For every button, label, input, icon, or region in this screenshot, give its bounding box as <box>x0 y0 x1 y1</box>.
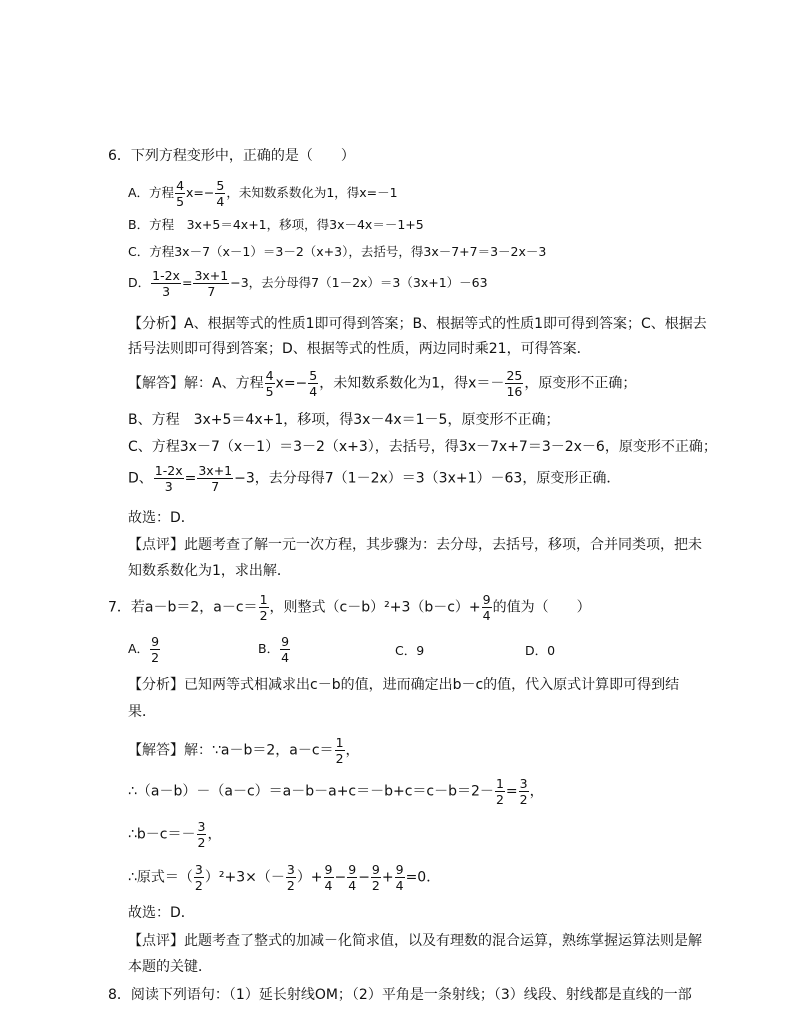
fraction: $\frac{5}{4}$ <box>216 178 225 209</box>
q7-option-d: D．0 <box>525 643 556 658</box>
q6-solution-d: D、 $\frac{1-2x}{3}$ = $\frac{3x+1}{7}$ −3，去分母得7（1－2x）＝3（3x+1）－63，原变形正确． <box>128 463 621 494</box>
q7-analysis-line2: 果． <box>128 704 156 720</box>
fraction: $\frac{3}{2}$ <box>197 819 206 850</box>
q7-option-c: C．9 <box>395 643 425 658</box>
q6-analysis-line2: 括号法则即可得到答案；D、根据等式的性质，两边同时乘21，可得答案． <box>128 341 591 357</box>
fraction: $\frac{1}{2}$ <box>495 776 504 807</box>
fraction: $\frac{1}{2}$ <box>259 592 268 623</box>
fraction: $\frac{4}{5}$ <box>265 368 274 399</box>
fraction: $\frac{9}{2}$ <box>371 862 380 893</box>
q6-solution-a: 【解答】解：A、方程 $\frac{4}{5}$ x=− $\frac{5}{4}$ ，未知数系数化为1，得x＝－ $\frac{25}{16}$ ，原变形不正确； <box>128 368 637 399</box>
fraction: $\frac{3x+1}{7}$ <box>194 268 229 299</box>
fraction: $\frac{9}{4}$ <box>324 862 333 893</box>
fraction: $\frac{3x+1}{7}$ <box>198 463 233 494</box>
q7-solution-3: ∴b－c＝－ $\frac{3}{2}$ ， <box>128 819 222 850</box>
fraction: $\frac{25}{16}$ <box>506 368 523 399</box>
q7-comment-line1: 【点评】此题考查了整式的加减－化简求值，以及有理数的混合运算，熟练掌握运算法则是解 <box>128 933 702 949</box>
fraction: $\frac{1-2x}{3}$ <box>152 268 180 299</box>
q8-stem: 8．阅读下列语句：（1）延长射线OM；（2）平角是一条射线；（3）线段、射线都是直线的一部 <box>108 987 692 1003</box>
q6-comment-line1: 【点评】此题考查了解一元一次方程，其步骤为：去分母，去括号，移项，合并同类项，把未 <box>128 537 702 553</box>
q7-stem: 7．若a－b＝2，a－c＝ $\frac{1}{2}$ ，则整式（c－b）²+3（b－c）+ $\frac{9}{4}$ 的值为（ ） <box>108 592 591 623</box>
fraction: $\frac{4}{5}$ <box>176 178 185 209</box>
fraction: $\frac{3}{2}$ <box>194 862 203 893</box>
q6-comment-line2: 知数系数化为1，求出解． <box>128 563 291 579</box>
q6-solution-c: C、方程3x－7（x－1）＝3－2（x+3），去括号，得3x－7x+7＝3－2x－6，原变形不正确； <box>128 439 717 455</box>
q7-analysis-line1: 【分析】已知两等式相减求出c－b的值，进而确定出b－c的值，代入原式计算即可得到结 <box>128 677 680 693</box>
fraction: $\frac{1}{2}$ <box>335 735 344 766</box>
q6-option-b: B．方程 3x+5＝4x+1，移项，得3x－4x＝－1+5 <box>128 217 424 232</box>
q6-stem: 6．下列方程变形中，正确的是（ ） <box>108 148 355 164</box>
q6-option-a: A．方程 $\frac{4}{5}$ x=− $\frac{5}{4}$ ，未知数系数化为1，得x=－1 <box>128 178 398 209</box>
q7-option-a: A． $\frac{9}{2}$ <box>128 634 160 665</box>
fraction: $\frac{3}{2}$ <box>519 776 528 807</box>
fraction: $\frac{9}{4}$ <box>348 862 357 893</box>
fraction: $\frac{1-2x}{3}$ <box>154 463 183 494</box>
fraction: $\frac{9}{4}$ <box>281 634 290 665</box>
q7-option-b: B． $\frac{9}{4}$ <box>258 634 290 665</box>
fraction: $\frac{5}{4}$ <box>309 368 318 399</box>
q6-analysis-line1: 【分析】A、根据等式的性质1即可得到答案；B、根据等式的性质1即可得到答案；C、根据去 <box>128 316 707 332</box>
q7-solution-2: ∴（a－b）－（a－c）＝a－b－a+c＝－b+c＝c－b＝2－ $\frac{1}{2}$ = $\frac{3}{2}$ ， <box>128 776 544 807</box>
q7-solution-4: ∴原式＝（ $\frac{3}{2}$ ）²+3×（－ $\frac{3}{2}$ ）+ $\frac{9}{4}$ − $\frac{9}{4}$ − $\frac{9}{2}$ + $\frac{9}{4}$ =0． <box>128 862 441 893</box>
q6-option-c: C．方程3x－7（x－1）＝3－2（x+3），去括号，得3x－7+7＝3－2x－3 <box>128 244 547 259</box>
q7-comment-line2: 本题的关键． <box>128 959 212 975</box>
fraction: $\frac{9}{4}$ <box>482 592 491 623</box>
q7-choice: 故选：D． <box>128 905 195 921</box>
fraction: $\frac{9}{4}$ <box>395 862 404 893</box>
q6-solution-b: B、方程 3x+5＝4x+1，移项，得3x－4x＝1－5，原变形不正确； <box>128 412 560 428</box>
q7-solution-1: 【解答】解：∵a－b＝2，a－c＝ $\frac{1}{2}$ ， <box>128 735 360 766</box>
q6-option-d: D． $\frac{1-2x}{3}$ = $\frac{3x+1}{7}$ −3，去分母得7（1－2x）＝3（3x+1）－63 <box>128 268 488 299</box>
fraction: $\frac{9}{2}$ <box>151 634 160 665</box>
q6-choice: 故选：D． <box>128 510 195 526</box>
fraction: $\frac{3}{2}$ <box>286 862 295 893</box>
